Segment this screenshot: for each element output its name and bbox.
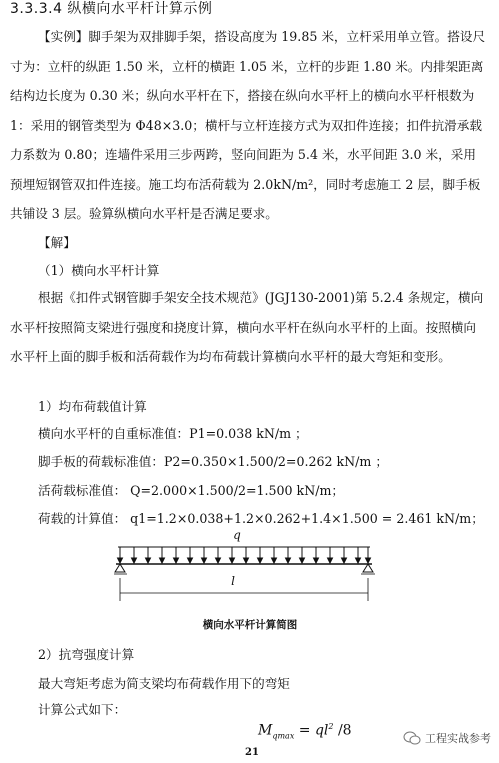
span-symbol: l xyxy=(231,574,235,588)
step1-paragraph: 根据《扣件式钢管脚手架安全技术规范》(JGJ130-2001)第 5.2.4 条规定，横向水平杆按照简支梁进行强度和挠度计算，横向水平杆在纵向水平杆的上面。按照横向水平杆上面的脚手板和活荷载作为均布荷载计算横向水平杆的最大弯矩和变形。 xyxy=(10,290,484,364)
section-heading: 3.3.3.4 纵横向水平杆计算示例 xyxy=(10,1,213,17)
right-support-icon xyxy=(363,564,373,572)
wechat-icon xyxy=(403,731,421,745)
diagram-caption: 横向水平杆计算简图 xyxy=(202,619,298,631)
load-line-3: 活荷载标准值： Q=2.000×1.500/2=1.500 kN/m； xyxy=(38,483,344,498)
span-dimension xyxy=(120,578,368,601)
watermark-text: 工程实战参考 xyxy=(425,732,491,745)
load-line-2: 脚手板的荷载标准值：P2=0.350×1.500/2=0.262 kN/m ； xyxy=(38,454,388,469)
load-line-1: 横向水平杆的自重标准值：P1=0.038 kN/m ； xyxy=(38,426,308,441)
moment-formula: $M_{qmax} = ql^2$ /8 xyxy=(258,722,352,741)
load-symbol: q xyxy=(233,528,241,542)
page-number: 21 xyxy=(245,747,259,758)
load-line-4: 荷载的计算值： q1=1.2×0.038+1.2×0.262+1.4×1.500 = 2.461 kN/m； xyxy=(38,511,484,526)
step1-title: （1）横向水平杆计算 xyxy=(38,263,160,278)
step2-text: 最大弯矩考虑为简支梁均布荷载作用下的弯矩 xyxy=(38,676,290,691)
beam-diagram xyxy=(110,528,380,608)
example-paragraph: 【实例】脚手架为双排脚手架，搭设高度为 19.85 米，立杆采用单立管。搭设尺寸为：立杆的纵距 1.50 米，立杆的横距 1.05 米，立杆的步距 1.80 米。内排架距离结构边长度为 0.30 米；纵向水平杆在下，搭接在纵向水平杆上的横向水平杆根数为 1：采用的钢管类型为 Φ48×3.0；横杆与立杆连接方式为双扣件连接；扣件抗滑承载力系数为 0.80；连墙件采用三步两跨，竖向间距为 5.4 米，水平间距 3.0 米，采用预埋短钢管双扣件连接。施工均布活荷载为 2.0kN/m²，同时考虑施工 2 层，脚手板共铺设 3 层。验算纵横向水平杆是否满足要求。 xyxy=(10,29,486,221)
watermark xyxy=(403,730,491,746)
left-support-icon xyxy=(115,564,125,572)
load-title: 1）均布荷载值计算 xyxy=(38,399,147,414)
solution-label: 【解】 xyxy=(38,235,76,250)
step2-title: 2）抗弯强度计算 xyxy=(38,647,135,662)
load-arrows xyxy=(118,547,371,563)
formula-intro: 计算公式如下： xyxy=(38,702,127,717)
